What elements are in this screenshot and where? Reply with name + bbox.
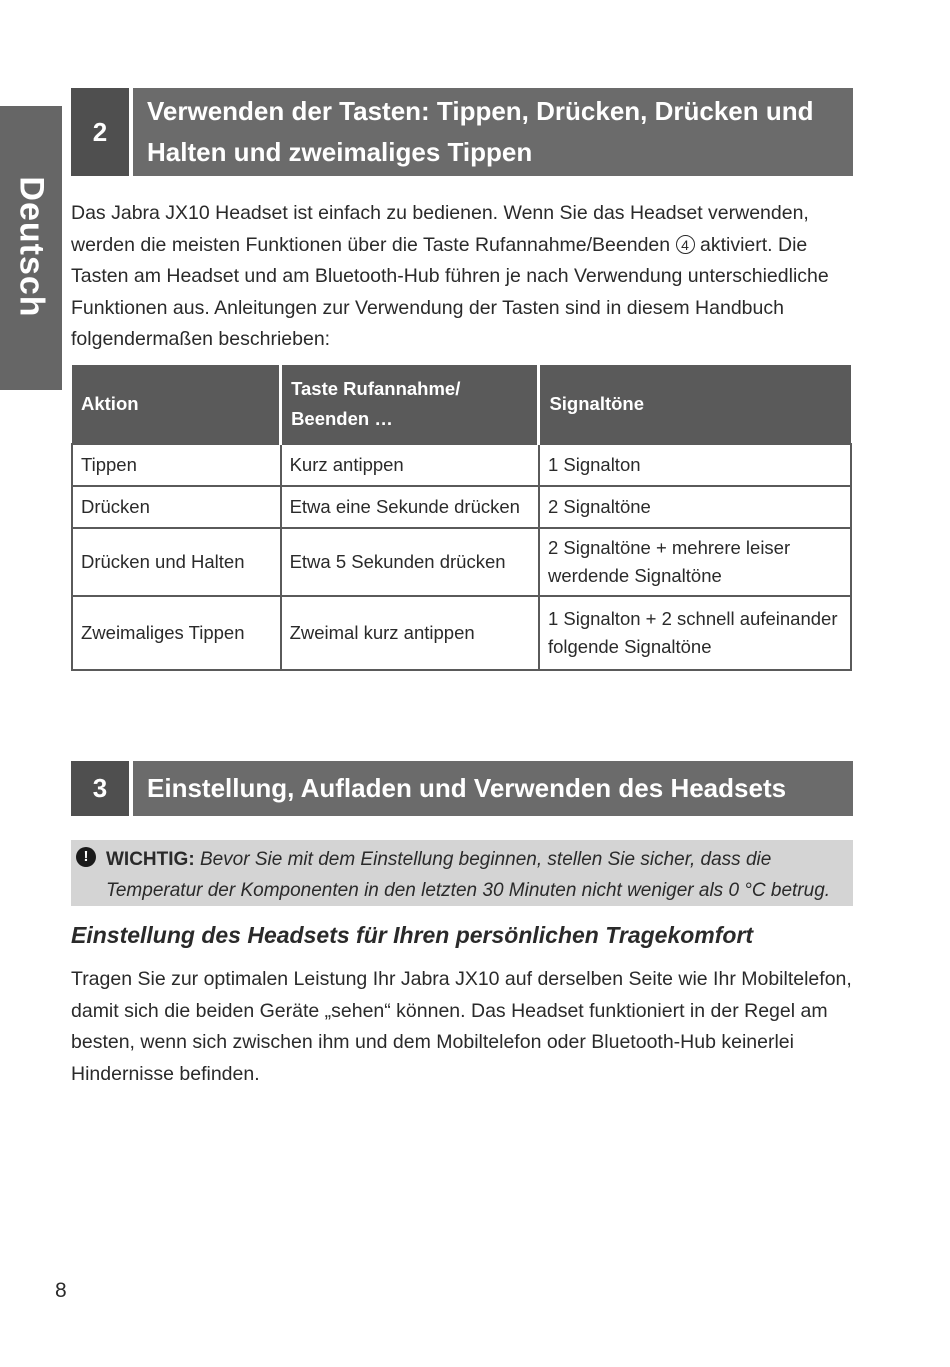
table-header-cell: Signaltöne xyxy=(539,365,851,444)
table-row xyxy=(72,596,851,670)
section-2-header xyxy=(71,88,853,176)
table-header-cell: Taste Rufannahme/ Beenden … xyxy=(281,365,539,444)
subsection-title: Einstellung des Headsets für Ihren persönlichen Tragekomfort xyxy=(71,922,754,948)
table-cell: Drücken xyxy=(72,486,281,528)
callout-number-4: 4 xyxy=(676,235,695,254)
intro-paragraph xyxy=(71,198,861,356)
table-header-row xyxy=(72,365,851,444)
section-3-header xyxy=(71,761,853,816)
important-note-text xyxy=(106,844,843,906)
page-number: 8 xyxy=(55,1279,67,1302)
table-header-cell: Aktion xyxy=(72,365,281,444)
section-2-number: 2 xyxy=(71,88,129,176)
table-cell: Etwa 5 Sekunden drücken xyxy=(281,528,539,596)
wearing-paragraph: Tragen Sie zur optimalen Leistung Ihr Jabra JX10 auf derselben Seite wie Ihr Mobiltelefon, damit sich die beiden Geräte „sehen“ können. Das Headset funktioniert in der Regel am besten, wenn sich zwischen ihm und dem Mobiltelefon oder Bluetooth-Hub keinerlei Hindernisse befinden. xyxy=(71,968,852,1085)
exclamation-icon: ! xyxy=(76,847,96,867)
table-cell: Etwa eine Sekunde drücken xyxy=(281,486,539,528)
section-2-title: Verwenden der Tasten: Tippen, Drücken, Drücken und Halten und zweimaliges Tippen xyxy=(133,88,853,176)
section-3-number: 3 xyxy=(71,761,129,816)
table-cell: Kurz antippen xyxy=(281,444,539,486)
table-row xyxy=(72,528,851,596)
table-cell: Drücken und Halten xyxy=(72,528,281,596)
table-row xyxy=(72,486,851,528)
section-3-title: Einstellung, Aufladen und Verwenden des Headsets xyxy=(133,761,853,816)
language-tab-label: Deutsch xyxy=(12,176,51,318)
table-row xyxy=(72,444,851,486)
table-cell: Tippen xyxy=(72,444,281,486)
important-message: Bevor Sie mit dem Einstellung beginnen, stellen Sie sicher, dass die Temperatur der Komponenten in den letzten 30 Minuten nicht weniger als 0 °C betrug. xyxy=(106,849,831,901)
table-cell: 1 Signalton xyxy=(539,444,851,486)
table-cell: 2 Signaltöne + mehrere leiser werdende Signaltöne xyxy=(539,528,851,596)
important-note xyxy=(71,840,853,906)
important-label: WICHTIG: xyxy=(106,849,195,870)
intro-text-start: Das Jabra JX10 Headset ist einfach zu bedienen. Wenn Sie das Headset verwenden, werden die meisten Funktionen über die Taste Rufannahme/Beenden xyxy=(71,202,809,256)
table-cell: Zweimaliges Tippen xyxy=(72,596,281,670)
table-cell: 2 Signaltöne xyxy=(539,486,851,528)
table-cell: Zweimal kurz antippen xyxy=(281,596,539,670)
intro-text-end: aktiviert. Die Tasten am Headset und am Bluetooth-Hub führen je nach Verwendung unterschiedliche Funktionen aus. Anleitungen zur Verwendung der Tasten sind in diesem Handbuch folgendermaßen beschrieben: xyxy=(71,233,829,350)
button-actions-table xyxy=(71,365,852,671)
table-cell: 1 Signalton + 2 schnell aufeinander folgende Signaltöne xyxy=(539,596,851,670)
